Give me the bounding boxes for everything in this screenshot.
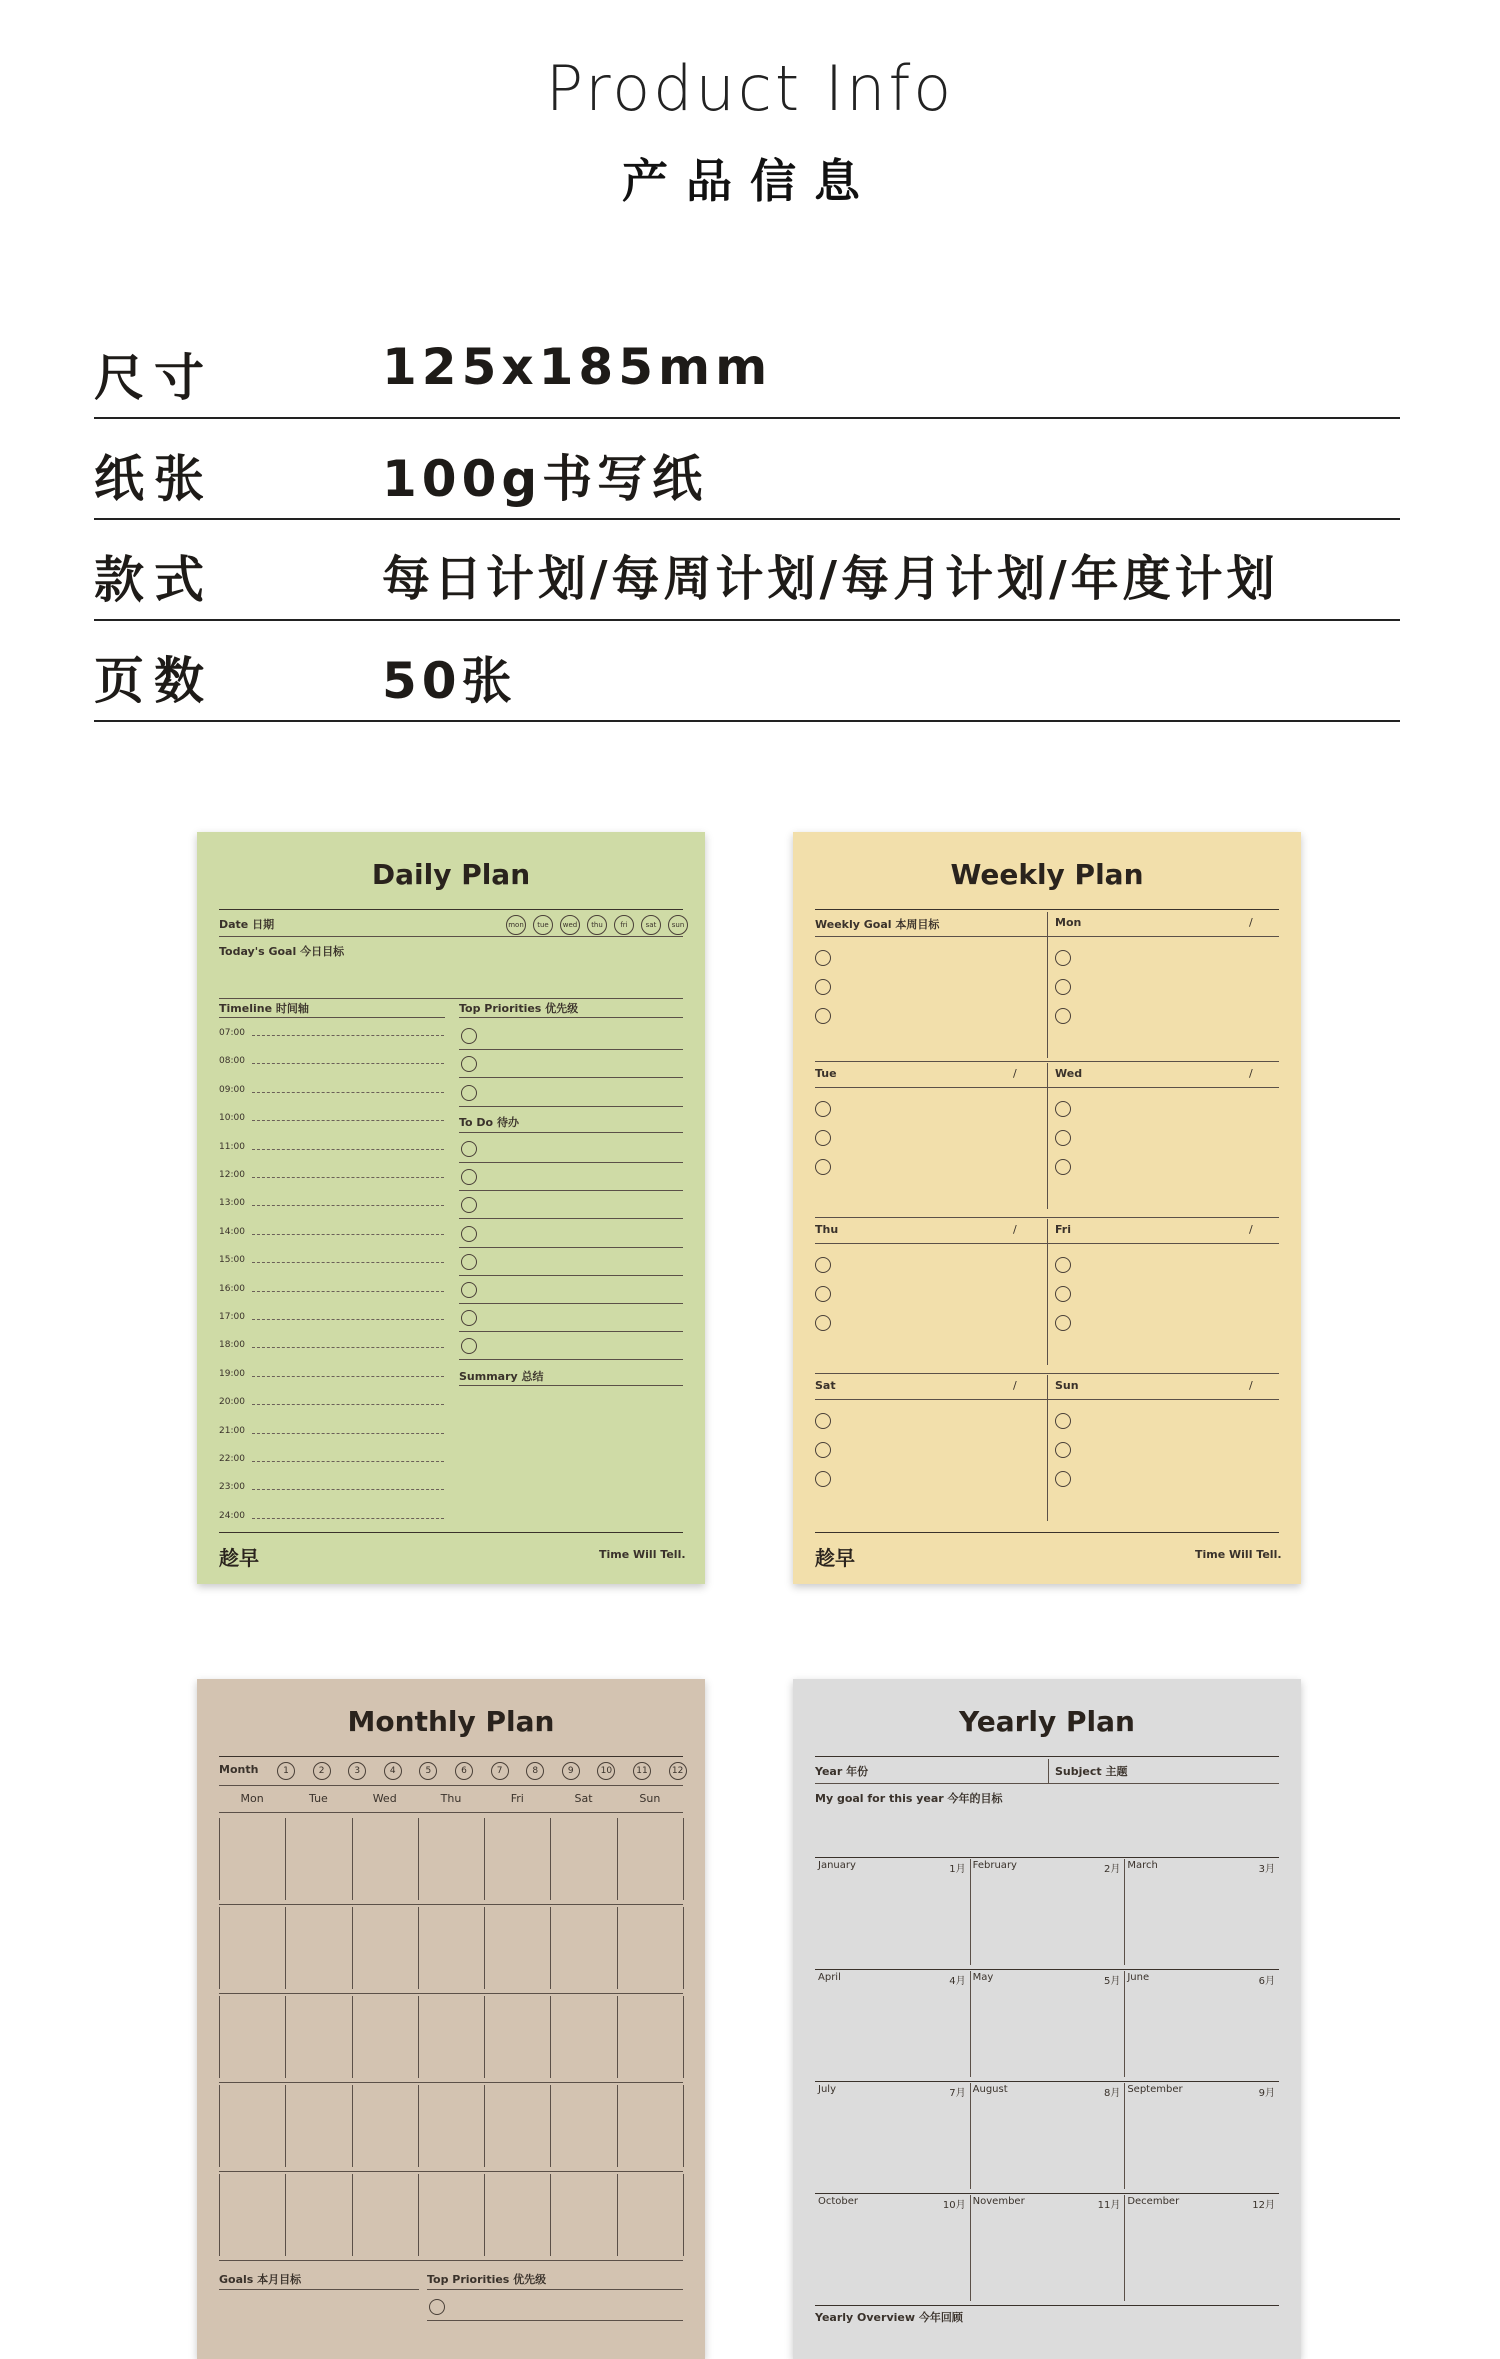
rule-line	[459, 1359, 683, 1360]
day-label: Fri	[1055, 1223, 1072, 1236]
divider-line	[219, 2174, 220, 2256]
brand-logo: 趁早	[815, 1546, 855, 1570]
time-label: 23:00	[219, 1482, 245, 1493]
rule-line	[219, 1532, 683, 1533]
rule-line	[459, 1275, 683, 1276]
brand-logo: 趁早	[219, 1546, 259, 1570]
slash: /	[1249, 916, 1253, 929]
checkbox-circle	[815, 1130, 831, 1146]
time-label: 11:00	[219, 1141, 245, 1152]
rule-line	[252, 1234, 444, 1235]
checkbox-circle	[461, 1169, 477, 1185]
rule-line	[459, 1218, 683, 1219]
rule-line	[815, 2193, 1279, 2194]
weekday-label: Sat	[574, 1792, 593, 1805]
divider-line	[550, 2174, 551, 2256]
rule-line	[219, 1785, 683, 1786]
slash: /	[1249, 1223, 1253, 1236]
divider-line	[683, 2085, 684, 2167]
spec-value: 每日计划/每周计划/每月计划/年度计划	[382, 551, 1279, 607]
rule-line	[427, 2320, 683, 2321]
divider-line	[285, 2174, 286, 2256]
rule-line	[815, 1857, 1279, 1858]
goals-label: Goals 本月目标	[219, 2273, 302, 2286]
rule-line	[219, 1993, 683, 1994]
monthly-plan-title: Monthly Plan	[347, 1705, 555, 1738]
rule-line	[252, 1291, 444, 1292]
month-number: 6月	[1258, 1976, 1275, 1987]
month-number: 3月	[1258, 1864, 1275, 1875]
yearly-plan-title: Yearly Plan	[959, 1705, 1135, 1738]
time-label: 19:00	[219, 1368, 245, 1379]
rule-line	[252, 1404, 444, 1405]
checkbox-circle	[815, 1442, 831, 1458]
divider-line	[418, 2085, 419, 2167]
time-label: 14:00	[219, 1226, 245, 1237]
divider-line	[418, 2174, 419, 2256]
divider-line	[418, 1996, 419, 2078]
rule-line	[815, 1373, 1279, 1374]
divider-line	[352, 1996, 353, 2078]
day-label: Sat	[815, 1379, 836, 1392]
slash: /	[1249, 1379, 1253, 1392]
rule-line	[252, 1205, 444, 1206]
divider-line	[1047, 1063, 1048, 1087]
weekday-circle: sun	[668, 915, 688, 935]
divider-line	[484, 2174, 485, 2256]
goal-label: Today's Goal 今日目标	[219, 945, 345, 958]
time-label: 10:00	[219, 1113, 245, 1124]
rule-line	[252, 1489, 444, 1490]
month-circle: 1	[277, 1762, 295, 1780]
month-circle: 6	[455, 1762, 473, 1780]
divider-line	[219, 2085, 220, 2167]
checkbox-circle	[815, 1471, 831, 1487]
month-circle: 8	[526, 1762, 544, 1780]
checkbox-circle	[461, 1282, 477, 1298]
brand-slogan: Time Will Tell.	[1195, 1548, 1282, 1561]
rule-line	[252, 1262, 444, 1263]
daily-plan-title: Daily Plan	[371, 858, 531, 891]
divider-line	[1124, 1971, 1125, 2077]
divider-line	[219, 1907, 220, 1989]
weekday-label: Sun	[639, 1792, 661, 1805]
divider-line	[1047, 1243, 1048, 1365]
divider-line	[970, 1971, 971, 2077]
divider-line	[970, 1859, 971, 1965]
checkbox-circle	[461, 1338, 477, 1354]
rule-line	[815, 1061, 1279, 1062]
month-name: January	[818, 1860, 856, 1871]
month-circle: 10	[597, 1762, 615, 1780]
month-number: 7月	[949, 2088, 966, 2099]
divider-line	[617, 1907, 618, 1989]
divider-line	[550, 2085, 551, 2167]
divider-line	[1047, 1087, 1048, 1209]
slash: /	[1013, 1067, 1017, 1080]
rule-line	[252, 1177, 444, 1178]
checkbox-circle	[461, 1254, 477, 1270]
rule-line	[815, 2305, 1279, 2306]
divider-line	[285, 1996, 286, 2078]
rule-line	[252, 1461, 444, 1462]
time-label: 20:00	[219, 1397, 245, 1408]
spec-value: 50张	[382, 652, 517, 710]
month-circle: 11	[633, 1762, 651, 1780]
rule-line	[815, 1217, 1279, 1218]
divider-line	[617, 1818, 618, 1900]
month-number: 12月	[1252, 2200, 1275, 2211]
divider-line	[352, 1907, 353, 1989]
checkbox-circle	[1055, 1159, 1071, 1175]
divider-line	[1047, 1375, 1048, 1399]
rule-line	[252, 1518, 444, 1519]
month-circle: 5	[419, 1762, 437, 1780]
checkbox-circle	[1055, 979, 1071, 995]
checkbox-circle	[461, 1056, 477, 1072]
rule-line	[219, 936, 683, 937]
rule-line	[459, 1106, 683, 1107]
month-name: July	[818, 2084, 836, 2095]
daily-plan-sheet	[197, 832, 705, 1584]
rule-line	[252, 1092, 444, 1093]
rule-line	[459, 1162, 683, 1163]
divider-line	[683, 1996, 684, 2078]
rule-line	[219, 998, 683, 999]
time-label: 21:00	[219, 1425, 245, 1436]
checkbox-circle	[815, 1315, 831, 1331]
checkbox-circle	[461, 1141, 477, 1157]
divider-line	[1047, 1399, 1048, 1521]
divider-line	[683, 2174, 684, 2256]
checkbox-circle	[429, 2299, 445, 2315]
divider-line	[550, 1996, 551, 2078]
rule-line	[252, 1149, 444, 1150]
month-label: Month	[219, 1763, 259, 1776]
divider-line	[219, 1818, 220, 1900]
spec-label: 款式	[94, 551, 214, 609]
checkbox-circle	[1055, 1257, 1071, 1273]
weekday-circle: tue	[533, 915, 553, 935]
spec-row-style	[94, 520, 1400, 621]
checkbox-circle	[461, 1197, 477, 1213]
divider-line	[1047, 936, 1048, 1058]
spec-value: 100g书写纸	[382, 450, 708, 508]
rule-line	[219, 1904, 683, 1905]
page-title-cn: 产品信息	[622, 154, 878, 208]
checkbox-circle	[815, 1286, 831, 1302]
checkbox-circle	[815, 1101, 831, 1117]
divider-line	[352, 2174, 353, 2256]
slash: /	[1249, 1067, 1253, 1080]
weekly-plan-title: Weekly Plan	[950, 858, 1144, 891]
year-label: Year 年份	[815, 1765, 869, 1778]
time-label: 24:00	[219, 1510, 245, 1521]
checkbox-circle	[815, 1159, 831, 1175]
spec-label: 页数	[94, 652, 214, 710]
divider-line	[550, 1818, 551, 1900]
monthly-plan-sheet	[197, 1679, 705, 2359]
month-name: March	[1127, 1860, 1158, 1871]
spec-label: 纸张	[94, 450, 214, 508]
checkbox-circle	[461, 1310, 477, 1326]
page-title-en: Product Info	[545, 52, 955, 125]
month-name: October	[818, 2196, 859, 2207]
weekly-goal-label: Weekly Goal 本周目标	[815, 918, 940, 931]
spec-row-size	[94, 318, 1400, 419]
spec-row-paper	[94, 419, 1400, 520]
divider-line	[970, 2195, 971, 2301]
time-label: 08:00	[219, 1056, 245, 1067]
rule-line	[219, 2260, 683, 2261]
month-name: April	[818, 1972, 841, 1983]
rule-line	[219, 1756, 683, 1757]
subject-label: Subject 主题	[1055, 1765, 1128, 1778]
divider-line	[1124, 2195, 1125, 2301]
month-number: 4月	[949, 1976, 966, 1987]
rule-line	[252, 1035, 444, 1036]
rule-line	[252, 1120, 444, 1121]
rule-line	[459, 1077, 683, 1078]
checkbox-circle	[1055, 1101, 1071, 1117]
spec-label: 尺寸	[94, 349, 214, 407]
day-label: Wed	[1055, 1067, 1083, 1080]
rule-line	[815, 1783, 1279, 1784]
overview-label: Yearly Overview 今年回顾	[815, 2311, 963, 2324]
checkbox-circle	[461, 1085, 477, 1101]
weekday-label: Thu	[440, 1792, 462, 1805]
checkbox-circle	[1055, 950, 1071, 966]
divider-line	[418, 1818, 419, 1900]
time-label: 16:00	[219, 1283, 245, 1294]
month-name: February	[972, 1860, 1017, 1871]
checkbox-circle	[461, 1028, 477, 1044]
rule-line	[252, 1433, 444, 1434]
rule-line	[459, 1049, 683, 1050]
divider-line	[285, 1818, 286, 1900]
spec-value: 125x185mm	[382, 338, 773, 396]
checkbox-circle	[815, 950, 831, 966]
brand-slogan: Time Will Tell.	[599, 1548, 686, 1561]
month-number: 1月	[949, 1864, 966, 1875]
divider-line	[484, 2085, 485, 2167]
month-number: 9月	[1258, 2088, 1275, 2099]
rule-line	[459, 1303, 683, 1304]
rule-line	[459, 1331, 683, 1332]
month-number: 11月	[1097, 2200, 1121, 2211]
rule-line	[252, 1347, 444, 1348]
time-label: 12:00	[219, 1170, 245, 1180]
divider-line	[617, 1996, 618, 2078]
checkbox-circle	[815, 1257, 831, 1273]
time-label: 09:00	[219, 1084, 245, 1095]
summary-label: Summary 总结	[459, 1370, 544, 1383]
rule-line	[219, 1017, 445, 1018]
checkbox-circle	[815, 1413, 831, 1429]
month-circle: 12	[669, 1762, 687, 1780]
time-label: 15:00	[219, 1255, 245, 1266]
slash: /	[1013, 1379, 1017, 1392]
rule-line	[219, 2082, 683, 2083]
checkbox-circle	[1055, 1471, 1071, 1487]
day-label: Mon	[1055, 916, 1082, 929]
divider-line	[285, 2085, 286, 2167]
month-name: August	[972, 2084, 1008, 2095]
time-label: 07:00	[219, 1028, 245, 1038]
weekday-circle: sat	[641, 915, 661, 935]
spec-row-pages	[94, 621, 1400, 722]
divider-line	[352, 1818, 353, 1900]
rule-line	[219, 2171, 683, 2172]
month-name: November	[972, 2196, 1025, 2207]
month-name: December	[1127, 2196, 1180, 2207]
day-label: Thu	[815, 1223, 839, 1236]
divider-line	[683, 1907, 684, 1989]
weekday-label: Fri	[510, 1792, 524, 1805]
divider-line	[617, 2174, 618, 2256]
month-circle: 7	[491, 1762, 509, 1780]
rule-line	[219, 1812, 683, 1813]
priorities-label: Top Priorities 优先级	[427, 2273, 547, 2286]
month-number: 2月	[1103, 1864, 1121, 1875]
rule-line	[219, 2289, 419, 2290]
rule-line	[459, 1132, 683, 1133]
day-label: Sun	[1055, 1379, 1079, 1392]
month-name: June	[1127, 1972, 1150, 1983]
divider-line	[1047, 912, 1048, 936]
divider-line	[1124, 2083, 1125, 2189]
checkbox-circle	[1055, 1008, 1071, 1024]
weekday-circle: wed	[560, 915, 580, 935]
weekday-label: Tue	[309, 1792, 328, 1805]
weekday-label: Wed	[372, 1792, 397, 1805]
month-circle: 3	[348, 1762, 366, 1780]
checkbox-circle	[1055, 1442, 1071, 1458]
rule-line	[219, 909, 683, 910]
rule-line	[815, 1532, 1279, 1533]
checkbox-circle	[815, 1008, 831, 1024]
rule-line	[459, 1190, 683, 1191]
rule-line	[427, 2289, 683, 2290]
month-name: September	[1127, 2084, 1183, 2095]
slash: /	[1013, 1223, 1017, 1236]
rule-line	[459, 1247, 683, 1248]
checkbox-circle	[1055, 1413, 1071, 1429]
day-label: Tue	[815, 1067, 837, 1080]
divider-line	[484, 1907, 485, 1989]
divider-line	[1048, 1759, 1049, 1783]
weekday-circle: fri	[614, 915, 634, 935]
month-circle: 4	[384, 1762, 402, 1780]
weekday-label: Mon	[240, 1792, 264, 1805]
yearly-plan-sheet	[793, 1679, 1301, 2359]
goal-label: My goal for this year 今年的目标	[815, 1792, 1003, 1805]
weekly-plan-sheet	[793, 832, 1301, 1584]
checkbox-circle	[815, 979, 831, 995]
divider-line	[219, 1996, 220, 2078]
divider-line	[1047, 1219, 1048, 1243]
month-name: May	[972, 1972, 994, 1983]
month-circle: 9	[562, 1762, 580, 1780]
divider-line	[285, 1907, 286, 1989]
divider-line	[418, 1907, 419, 1989]
divider-line	[352, 2085, 353, 2167]
weekday-circle: thu	[587, 915, 607, 935]
rule-line	[815, 1756, 1279, 1757]
divider-line	[683, 1818, 684, 1900]
time-label: 13:00	[219, 1198, 245, 1209]
rule-line	[815, 909, 1279, 910]
divider-line	[617, 2085, 618, 2167]
time-label: 22:00	[219, 1454, 245, 1464]
checkbox-circle	[1055, 1286, 1071, 1302]
divider-line	[484, 1996, 485, 2078]
checkbox-circle	[1055, 1315, 1071, 1331]
spec-table	[94, 318, 1400, 722]
month-number: 10月	[942, 2200, 966, 2211]
weekday-circle: mon	[506, 915, 526, 935]
rule-line	[459, 1017, 683, 1018]
rule-line	[815, 2081, 1279, 2082]
checkbox-circle	[461, 1226, 477, 1242]
checkbox-circle	[1055, 1130, 1071, 1146]
divider-line	[550, 1907, 551, 1989]
month-circle: 2	[313, 1762, 331, 1780]
divider-line	[484, 1818, 485, 1900]
date-label: Date 日期	[219, 918, 275, 931]
divider-line	[1124, 1859, 1125, 1965]
month-number: 8月	[1103, 2088, 1121, 2099]
rule-line	[459, 1385, 683, 1386]
todo-label: To Do 待办	[459, 1116, 519, 1129]
rule-line	[252, 1319, 444, 1320]
divider-line	[970, 2083, 971, 2189]
timeline-label: Timeline 时间轴	[219, 1002, 309, 1015]
rule-line	[815, 1969, 1279, 1970]
time-label: 17:00	[219, 1312, 245, 1322]
time-label: 18:00	[219, 1340, 245, 1351]
month-number: 5月	[1103, 1976, 1121, 1987]
priorities-label: Top Priorities 优先级	[459, 1002, 579, 1015]
rule-line	[252, 1376, 444, 1377]
rule-line	[252, 1063, 444, 1064]
